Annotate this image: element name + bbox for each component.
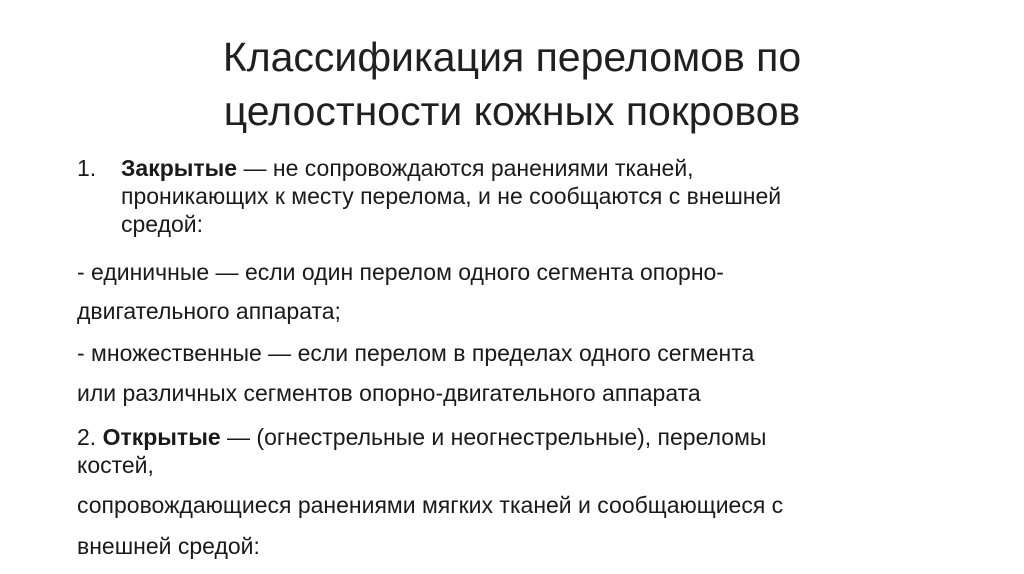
closed-line-2: проникающих к месту перелома, и не сообщаются с внешней <box>121 183 782 209</box>
title-line-1: Классификация переломов по <box>222 34 802 80</box>
open-line-2: костей, <box>77 452 154 478</box>
slide-title <box>0 30 1024 138</box>
list-number-2: 2. <box>77 424 97 450</box>
multiple-fracture-line-2: или различных сегментов опорно-двигательного аппарата <box>77 380 701 406</box>
multiple-fracture-line-1: - множественные — если перелом в пределах одного сегмента <box>77 340 755 366</box>
closed-line-3: средой: <box>121 211 204 237</box>
closed-term: Закрытые <box>121 155 238 181</box>
single-fracture-line-2: двигательного аппарата; <box>77 298 341 324</box>
single-fracture-line-1: - единичные — если один перелом одного сегмента опорно- <box>77 259 724 285</box>
list-number-1: 1. <box>77 155 97 181</box>
open-line-4: внешней средой: <box>77 533 260 559</box>
closed-definition: — не сопровождаются ранениями тканей, <box>237 155 694 181</box>
title-line-2: целостности кожных покровов <box>223 88 801 134</box>
open-definition: — (огнестрельные и неогнестрельные), переломы <box>220 424 767 450</box>
open-line-1 <box>77 423 957 451</box>
closed-line-1 <box>121 154 951 182</box>
open-term: Открытые <box>102 424 221 450</box>
list-item-closed-text <box>121 154 951 238</box>
open-line-3: сопровождающиеся ранениями мягких тканей и сообщающиеся с <box>77 492 784 518</box>
